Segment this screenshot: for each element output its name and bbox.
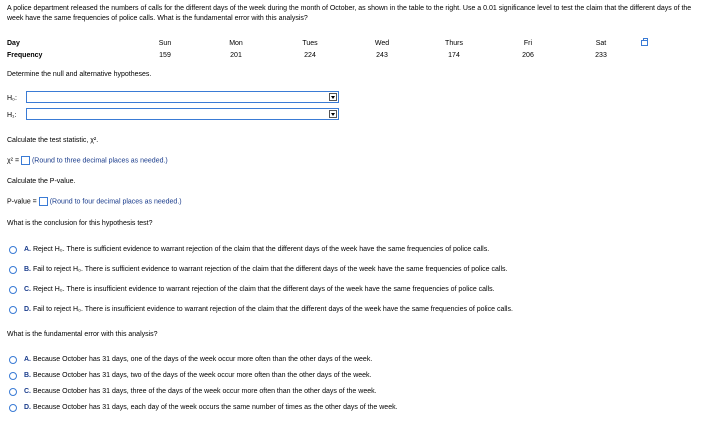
option-text: Fail to reject H₀. There is insufficient evidence to warrant rejection of the claim that the different days of the week have the same frequencies of police calls. bbox=[32, 306, 513, 313]
hypotheses-instruction: Determine the null and alternative hypotheses. bbox=[7, 71, 152, 78]
table-freq-sat: 233 bbox=[595, 52, 607, 59]
option-letter: C. bbox=[24, 286, 31, 293]
table-day-label: Day bbox=[7, 40, 20, 47]
chevron-down-icon[interactable] bbox=[329, 110, 337, 118]
option-text: Because October has 31 days, three of the days of the week occur more often than the other days of the week. bbox=[32, 388, 377, 395]
option-letter: D. bbox=[24, 404, 31, 411]
table-day-wed: Wed bbox=[374, 40, 390, 47]
pvalue-hint: (Round to four decimal places as needed.) bbox=[49, 198, 182, 206]
conclusion-radio-d[interactable] bbox=[9, 306, 17, 314]
copy-icon[interactable] bbox=[641, 40, 648, 46]
option-letter: B. bbox=[24, 266, 31, 273]
question-prompt: A police department released the numbers of calls for the different days of the week during the month of October, as shown in the table to the right. Use a 0.01 significance level to test the claim that the different days of the week have the same frequencies of police calls. What is the fundamental error with this analysis? bbox=[7, 5, 692, 22]
table-day-sun: Sun bbox=[158, 40, 172, 47]
conclusion-option-c[interactable] bbox=[24, 286, 495, 293]
option-text: Reject H₀. There is insufficient evidence to warrant rejection of the claim that the different days of the week have the same frequencies of police calls. bbox=[32, 286, 495, 293]
chevron-down-icon[interactable] bbox=[329, 93, 337, 101]
option-letter: A. bbox=[24, 356, 31, 363]
option-text: Because October has 31 days, two of the days of the week occur more often than the other days of the week. bbox=[32, 372, 372, 379]
option-text: Because October has 31 days, each day of the week occurs the same number of times as the other days of the week. bbox=[32, 404, 398, 411]
table-day-tues: Tues bbox=[302, 40, 318, 47]
table-freq-sun: 159 bbox=[159, 52, 171, 59]
option-text: Fail to reject H₀. There is sufficient evidence to warrant rejection of the claim that the different days of the week have the same frequencies of police calls. bbox=[32, 266, 508, 273]
pvalue-instruction: Calculate the P-value. bbox=[7, 178, 76, 185]
h0-dropdown[interactable] bbox=[26, 91, 339, 103]
conclusion-option-a[interactable] bbox=[24, 246, 489, 253]
table-freq-mon: 201 bbox=[230, 52, 242, 59]
error-radio-d[interactable] bbox=[9, 404, 17, 412]
conclusion-option-b[interactable] bbox=[24, 266, 507, 273]
option-letter: B. bbox=[24, 372, 31, 379]
pvalue-input[interactable] bbox=[39, 197, 48, 206]
chi-square-hint: (Round to three decimal places as needed.) bbox=[31, 157, 168, 165]
option-letter: A. bbox=[24, 246, 31, 253]
h0-label: H₀: bbox=[7, 95, 17, 102]
error-radio-a[interactable] bbox=[9, 356, 17, 364]
conclusion-radio-b[interactable] bbox=[9, 266, 17, 274]
test-stat-instruction: Calculate the test statistic, χ². bbox=[7, 137, 99, 144]
chi-square-label: χ² = bbox=[7, 157, 20, 165]
chi-square-input[interactable] bbox=[21, 156, 30, 165]
error-radio-b[interactable] bbox=[9, 372, 17, 380]
conclusion-option-d[interactable] bbox=[24, 306, 513, 313]
error-radio-c[interactable] bbox=[9, 388, 17, 396]
table-frequency-label: Frequency bbox=[7, 52, 43, 59]
table-day-fri: Fri bbox=[523, 40, 533, 47]
table-freq-thurs: 174 bbox=[448, 52, 460, 59]
option-letter: C. bbox=[24, 388, 31, 395]
error-option-c[interactable] bbox=[24, 388, 377, 395]
error-option-a[interactable] bbox=[24, 356, 372, 363]
table-day-thurs: Thurs bbox=[445, 40, 463, 47]
error-option-d[interactable] bbox=[24, 404, 398, 411]
h1-dropdown[interactable] bbox=[26, 108, 339, 120]
pvalue-label: P-value = bbox=[7, 198, 37, 206]
conclusion-question: What is the conclusion for this hypothesis test? bbox=[7, 220, 153, 227]
table-day-sat: Sat bbox=[595, 40, 607, 47]
table-freq-fri: 206 bbox=[522, 52, 534, 59]
option-text: Because October has 31 days, one of the days of the week occur more often than the other days of the week. bbox=[32, 356, 373, 363]
error-question: What is the fundamental error with this analysis? bbox=[7, 331, 158, 338]
table-freq-tues: 224 bbox=[304, 52, 316, 59]
conclusion-radio-c[interactable] bbox=[9, 286, 17, 294]
error-option-b[interactable] bbox=[24, 372, 371, 379]
table-day-mon: Mon bbox=[229, 40, 243, 47]
option-letter: D. bbox=[24, 306, 31, 313]
table-freq-wed: 243 bbox=[376, 52, 388, 59]
h1-label: H₁: bbox=[7, 112, 17, 119]
conclusion-radio-a[interactable] bbox=[9, 246, 17, 254]
option-text: Reject H₀. There is sufficient evidence to warrant rejection of the claim that the different days of the week have the same frequencies of police calls. bbox=[32, 246, 490, 253]
